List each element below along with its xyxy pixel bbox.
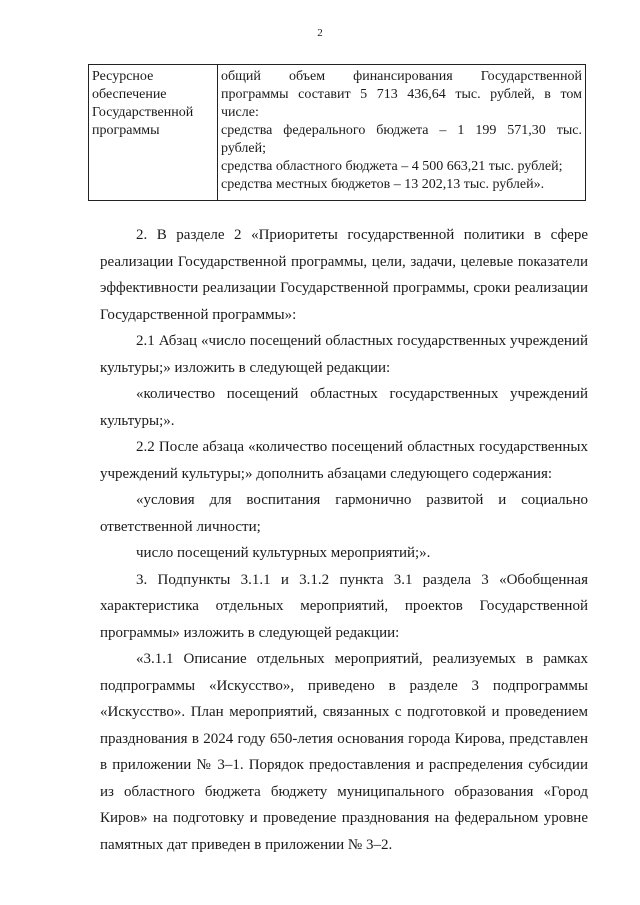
paragraph-3: 3. Подпункты 3.1.1 и 3.1.2 пункта 3.1 раздела 3 «Обобщенная характеристика отдельных мероприятий, проектов Государственной программы» изложить в следующей редакции: [100, 571, 588, 641]
paragraph-2: 2. В разделе 2 «Приоритеты государственной политики в сфере реализации Государственной программы, цели, задачи, целевые показатели эффективности реализации Государственной программы, сроки реализации Государственной программы»: [100, 227, 588, 323]
paragraph-2-1-quote: «количество посещений областных государственных учреждений культуры;». [100, 386, 588, 429]
table-label-cell: Ресурсное обеспечение Государственной программы [89, 65, 218, 201]
page-number: 2 [317, 27, 323, 39]
value-line: рублей; [221, 141, 266, 156]
table-value-cell [218, 65, 586, 201]
paragraph-2-2: 2.2 После абзаца «количество посещений областных государственных учреждений культуры;» дополнить абзацами следующего содержания: [100, 439, 588, 482]
value-line: числе: [221, 105, 259, 120]
value-line: средства областного бюджета – 4 500 663,21 тыс. рублей; [221, 159, 563, 174]
paragraph-3-1-1: «3.1.1 Описание отдельных мероприятий, реализуемых в рамках подпрограммы «Искусство», приведено в разделе 3 подпрограммы «Искусство». План мероприятий, связанных с подготовкой и проведением празднования в 2024 году 650-летия основания города Кирова, представлен в приложении № 3–1. Порядок предоставления и распределения субсидии из областного бюджета бюджету муниципального образования «Город Киров» на подготовку и проведение празднования на федеральном уровне памятных дат приведен в приложении № 3–2. [100, 651, 588, 853]
paragraph-2-2-quote-2: число посещений культурных мероприятий;». [136, 545, 431, 561]
value-line: общий объем финансирования Государственной [221, 69, 582, 84]
paragraph-2-2-quote-1: «условия для воспитания гармонично развитой и социально ответственной личности; [100, 492, 588, 535]
resource-table [88, 64, 586, 201]
value-line: программы составит 5 713 436,64 тыс. рублей, в том [221, 87, 582, 102]
table-row [89, 65, 586, 201]
value-line: средства федерального бюджета – 1 199 571,30 тыс. [221, 123, 582, 138]
document-body [100, 222, 588, 858]
value-line: средства местных бюджетов – 13 202,13 тыс. рублей». [221, 177, 545, 192]
paragraph-2-1: 2.1 Абзац «число посещений областных государственных учреждений культуры;» изложить в следующей редакции: [100, 333, 588, 376]
